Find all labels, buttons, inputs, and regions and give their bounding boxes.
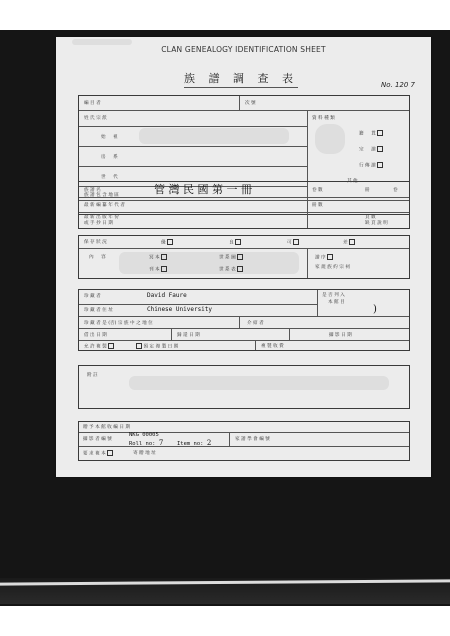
- label-holder-address: 珍 藏 者 住 址: [84, 308, 113, 313]
- option-lineage-chart[interactable]: 世 系 圖: [219, 254, 243, 261]
- label-photographer-no: 攝 影 者 編 號: [83, 437, 112, 442]
- sheet-number: [381, 81, 415, 89]
- label-holder: 珍 藏 者: [84, 294, 101, 299]
- label-region: 族 譜 包 含 地 區: [84, 193, 119, 198]
- roll-number: 7: [158, 439, 164, 447]
- option-preface[interactable]: 譜 序: [315, 254, 333, 261]
- chinese-title: 族 譜 調 查 表: [184, 70, 298, 88]
- section-condition: [78, 235, 410, 279]
- section-remarks: [78, 365, 410, 409]
- roll-number-group: [129, 439, 163, 447]
- label-society-no: 家 譜 學 會 編 號: [235, 437, 270, 442]
- label-latest-published: 最 新 出 版 年 份: [84, 215, 119, 220]
- option-poor[interactable]: 差: [343, 239, 355, 246]
- checkbox-excellent[interactable]: [167, 239, 173, 245]
- handwritten-bracket: ): [373, 304, 377, 315]
- label-genealogy-title: 族 譜 名: [84, 188, 101, 193]
- label-catalog: 本 館 目: [328, 300, 345, 305]
- checkbox-printed[interactable]: [161, 266, 167, 272]
- section-holder: [78, 289, 410, 351]
- sheet-title: CLAN GENEALOGY IDENTIFICATION SHEET: [161, 45, 326, 54]
- option-good[interactable]: 良: [229, 239, 241, 246]
- option-planned-copy[interactable]: 預 定 複 製 日 期: [135, 343, 178, 350]
- checkbox-manuscript[interactable]: [161, 254, 167, 260]
- checkbox-lineage-table[interactable]: [237, 266, 243, 272]
- label-photo-date: 攝 影 日 期: [329, 333, 352, 338]
- checkbox-biography[interactable]: [377, 162, 383, 168]
- section-title: [78, 181, 410, 229]
- option-excellent[interactable]: 優: [161, 239, 173, 246]
- label-listed: 是 否 列 入: [322, 293, 345, 298]
- label-condition: 保 存 狀 況: [84, 240, 107, 245]
- label-chapter-unit: 卷: [393, 188, 398, 193]
- label-remarks: 附 註: [87, 373, 98, 378]
- checkbox-planned-copy[interactable]: [136, 343, 142, 349]
- label-generation: 世 代: [101, 175, 118, 180]
- checkbox-request-copy[interactable]: [107, 450, 113, 456]
- label-volume-count: 卷 數: [312, 188, 323, 193]
- option-manuscript[interactable]: 冥 本: [149, 254, 167, 261]
- checkbox-native-place[interactable]: [377, 130, 383, 136]
- sheet-number-value: 120 7: [394, 81, 415, 89]
- label-page-count: 頁 數: [365, 215, 376, 220]
- label-introducer: 介 紹 者: [247, 321, 264, 326]
- genealogy-title-handwritten: 管 灣 民 國 第 一 冊: [154, 183, 252, 196]
- label-content: 內 容: [89, 255, 106, 260]
- checkbox-clan-genealogy[interactable]: [377, 146, 383, 152]
- option-permit-copy[interactable]: 允 許 複 製: [84, 343, 114, 350]
- genealogy-sheet: [56, 37, 431, 477]
- label-missing-pages: 缺 頁 說 明: [365, 221, 388, 226]
- option-fair[interactable]: 可: [287, 239, 299, 246]
- checkbox-good[interactable]: [235, 239, 241, 245]
- label-book-count: 冊 數: [312, 203, 323, 208]
- label-cataloger: 編 目 者: [84, 101, 101, 106]
- option-lineage-table[interactable]: 世 系 表: [219, 266, 243, 273]
- checkbox-permit-copy[interactable]: [108, 343, 114, 349]
- option-printed[interactable]: 刊 本: [149, 266, 167, 273]
- label-material-type: 資 料 種 類: [312, 116, 335, 121]
- check-clan-genealogy[interactable]: 宗 譜: [359, 146, 383, 153]
- label-founder: 始 祖: [101, 135, 118, 140]
- film-number: NKG 00005: [129, 432, 159, 438]
- label-latest-compiled: 最 新 編 纂 年 代 者: [84, 203, 125, 208]
- check-biography[interactable]: 行 傳 譜: [359, 162, 383, 169]
- roll-label: Roll no:: [129, 441, 156, 447]
- check-native-place[interactable]: 籍 貫: [359, 130, 383, 137]
- label-gift-date: 贈 予 本 館 收 編 日 期: [83, 425, 130, 430]
- label-volume-unit: 冊: [365, 188, 370, 193]
- label-holder-position: 珍 藏 者 是 (否) 宗 族 中 之 地 位: [84, 321, 153, 326]
- sheet-number-label: No.: [380, 81, 393, 89]
- checkbox-poor[interactable]: [349, 239, 355, 245]
- label-mailing-address: 寄 贈 地 址: [133, 451, 156, 456]
- label-copy-date: 或 手 抄 日 期: [84, 221, 113, 226]
- holder-address: Chinese University: [147, 306, 213, 313]
- label-return-date: 歸 還 日 期: [177, 333, 200, 338]
- item-label: Item no:: [177, 441, 204, 447]
- label-borrow-date: 借 出 日 期: [84, 333, 107, 338]
- item-number: 2: [206, 439, 212, 447]
- label-branch: 房 系: [101, 155, 118, 160]
- option-request-copy[interactable]: 要 求 複 本: [83, 450, 113, 457]
- section-filming: [78, 421, 410, 461]
- holder-name: David Faure: [147, 292, 187, 299]
- label-other: 其 他: [347, 179, 358, 184]
- label-clan-rules: 家 規 族 約 宗 祠: [315, 265, 350, 270]
- checkbox-lineage-chart[interactable]: [237, 254, 243, 260]
- label-surname: 姓 氏 宗 派: [84, 116, 107, 121]
- checkbox-preface[interactable]: [327, 254, 333, 260]
- label-sequence: 次 號: [245, 101, 256, 106]
- checkbox-fair[interactable]: [293, 239, 299, 245]
- label-copy-fee: 複 製 收 費: [261, 344, 284, 349]
- item-number-group: [177, 439, 211, 447]
